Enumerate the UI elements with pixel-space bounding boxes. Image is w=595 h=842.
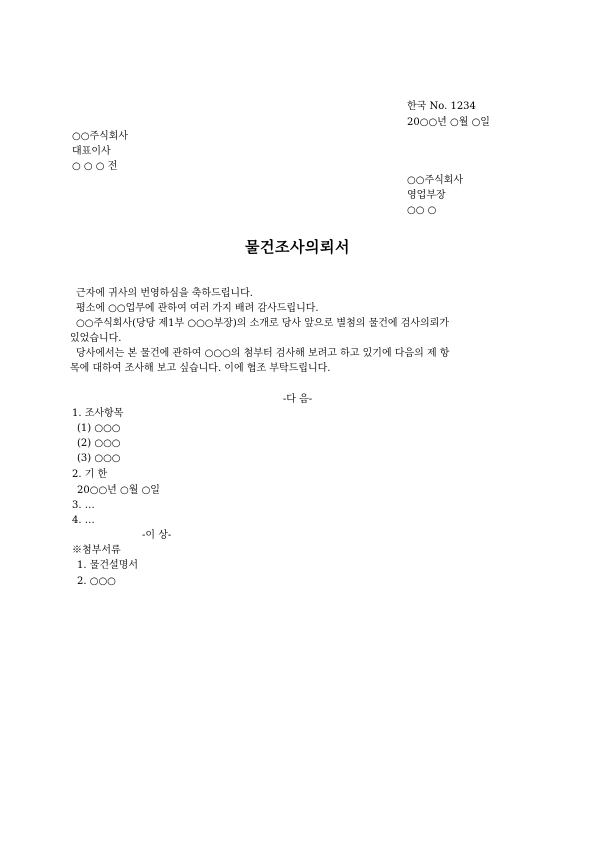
sender-name: ○○ ○ <box>407 205 437 216</box>
list-item: 4. … <box>72 515 95 526</box>
list-item: 1. 조사항목 <box>72 408 124 419</box>
document-title: 물건조사의뢰서 <box>245 238 350 256</box>
body-line: 당사에서는 본 물건에 관하여 ○○○의 첨부터 검사해 보려고 하고 있기에 다음의 제 항 <box>76 348 450 359</box>
body-line: 있었습니다. <box>70 333 122 344</box>
sender-position: 영업부장 <box>407 190 446 201</box>
closing-i-sang: -이 상- <box>142 530 172 541</box>
attachment-item: 1. 물건설명서 <box>77 560 139 571</box>
list-item: 2. 기 한 <box>72 469 108 480</box>
recipient-name: ○ ○ ○ 전 <box>72 161 118 172</box>
attachments-header: ※첨부서류 <box>72 545 121 556</box>
list-item: 20○○년 ○월 ○일 <box>77 485 160 496</box>
document-date: 20○○년 ○월 ○일 <box>407 117 490 128</box>
list-item: (2) ○○○ <box>77 438 121 449</box>
recipient-company: ○○주식회사 <box>72 131 129 142</box>
body-line: 평소에 ○○업무에 관하여 여러 가지 배려 감사드립니다. <box>76 303 319 314</box>
list-item: (3) ○○○ <box>77 453 121 464</box>
list-item: 3. … <box>72 500 95 511</box>
document-number: 한국 No. 1234 <box>407 101 476 112</box>
section-heading-da-eum: -다 음- <box>282 394 313 405</box>
recipient-position: 대표이사 <box>72 146 111 157</box>
attachment-item: 2. ○○○ <box>77 576 116 587</box>
list-item: (1) ○○○ <box>77 423 121 434</box>
sender-company: ○○주식회사 <box>407 175 464 186</box>
letter-body <box>70 286 525 376</box>
body-line: 목에 대하여 조사해 보고 싶습니다. 이에 협조 부탁드립니다. <box>70 363 331 374</box>
body-line: 근자에 귀사의 번영하심을 축하드립니다. <box>76 288 253 299</box>
body-line: ○○주식회사(당당 제1부 ○○○부장)의 소개로 당사 앞으로 별첨의 물건에 검사의뢰가 <box>76 318 450 329</box>
